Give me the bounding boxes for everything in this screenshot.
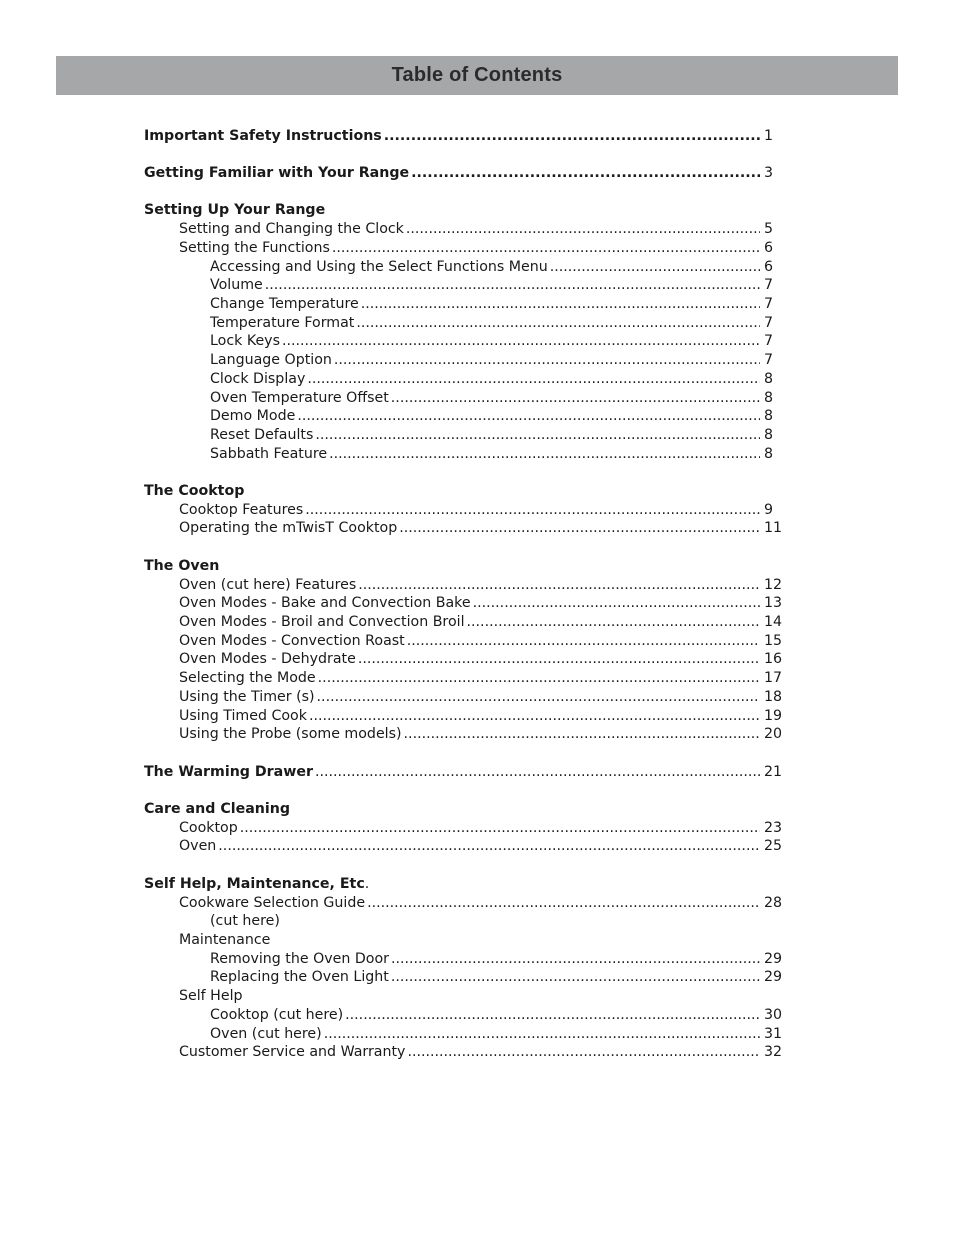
toc-label: Clock Display <box>210 371 306 387</box>
toc-page: 7 <box>764 315 774 331</box>
dot-leader <box>218 837 760 856</box>
toc-entry-timed-cook[interactable] <box>179 707 784 726</box>
toc-label: Using the Probe (some models) <box>179 726 402 742</box>
section-heading-self-help[interactable] <box>144 875 369 894</box>
toc-label: Customer Service and Warranty <box>179 1044 406 1060</box>
toc-label: Oven (cut here) Features <box>179 577 357 593</box>
toc-label: Important Safety Instructions <box>144 128 382 144</box>
dot-leader <box>391 389 760 408</box>
dot-leader <box>467 613 760 632</box>
dot-leader <box>550 258 760 277</box>
toc-page: 7 <box>764 296 774 312</box>
dot-leader <box>367 894 760 913</box>
toc-label: Sabbath Feature <box>210 446 328 462</box>
toc-page: 7 <box>764 277 774 293</box>
dot-leader <box>265 276 760 295</box>
toc-label: Cookware Selection Guide <box>179 895 366 911</box>
dot-leader <box>307 370 760 389</box>
toc-page: 29 <box>764 951 783 967</box>
toc-label: Oven <box>179 838 217 854</box>
toc-label: Operating the mTwisT Cooktop <box>179 520 398 536</box>
toc-page: 7 <box>764 352 774 368</box>
toc-page: 23 <box>764 820 783 836</box>
dot-leader <box>334 351 760 370</box>
toc-entry-select-menu[interactable] <box>210 258 784 277</box>
toc-label: Using the Timer (s) <box>179 689 315 705</box>
dot-leader <box>407 1043 760 1062</box>
toc-entry-familiar[interactable] <box>144 164 784 183</box>
toc-page: 29 <box>764 969 783 985</box>
toc-label: Replacing the Oven Light <box>210 969 389 985</box>
toc-page: 17 <box>764 670 783 686</box>
page-title: Table of Contents <box>391 64 563 86</box>
section-heading-oven[interactable]: The Oven <box>144 558 220 574</box>
toc-page: 14 <box>764 614 783 630</box>
dot-leader <box>356 314 760 333</box>
toc-label: Accessing and Using the Select Functions Menu <box>210 259 548 275</box>
dot-leader <box>297 407 760 426</box>
toc-label: Getting Familiar with Your Range <box>144 165 410 181</box>
toc-page: 11 <box>764 520 783 536</box>
toc-label: Oven Modes - Dehydrate <box>179 651 356 667</box>
toc-entry-self-help-oven[interactable] <box>210 1025 784 1044</box>
toc-label: Cooktop <box>179 820 238 836</box>
toc-page: 1 <box>764 128 774 144</box>
toc-entry-reset-defaults[interactable] <box>210 426 784 445</box>
dot-leader <box>361 295 760 314</box>
toc-entry-care-cooktop[interactable] <box>179 819 784 838</box>
toc-entry-care-oven[interactable] <box>179 837 784 856</box>
toc-entry-broil[interactable] <box>179 613 784 632</box>
dot-leader <box>473 594 760 613</box>
toc-entry-oven-offset[interactable] <box>210 389 784 408</box>
toc-entry-clock-display[interactable] <box>210 370 784 389</box>
toc-page: 8 <box>764 408 774 424</box>
toc-label: Cooktop (cut here) <box>210 1007 344 1023</box>
dot-leader <box>404 725 760 744</box>
toc-label: Using Timed Cook <box>179 708 307 724</box>
toc-entry-change-temperature[interactable] <box>210 295 784 314</box>
dot-leader <box>332 239 760 258</box>
toc-entry-roast[interactable] <box>179 632 784 651</box>
toc-page: 30 <box>764 1007 783 1023</box>
section-heading-period: . <box>364 876 370 892</box>
toc-entry-cooktop-features[interactable] <box>179 501 784 520</box>
toc-label: Volume <box>210 277 263 293</box>
dot-leader <box>317 688 760 707</box>
toc-label: Lock Keys <box>210 333 280 349</box>
dot-leader <box>406 220 760 239</box>
dot-leader <box>358 576 760 595</box>
dot-leader <box>407 632 760 651</box>
toc-page: 3 <box>764 165 774 181</box>
toc-entry-selecting-mode[interactable] <box>179 669 784 688</box>
toc-label: Setting the Functions <box>179 240 330 256</box>
dot-leader <box>309 707 760 726</box>
toc-entry-language[interactable] <box>210 351 784 370</box>
toc-label: Setting and Changing the Clock <box>179 221 404 237</box>
dot-leader <box>315 763 760 782</box>
dot-leader <box>329 445 760 464</box>
toc-page: 8 <box>764 390 774 406</box>
toc-entry-clock[interactable] <box>179 220 784 239</box>
toc-page: 28 <box>764 895 783 911</box>
toc-page: 8 <box>764 446 774 462</box>
toc-note-cut-here: (cut here) <box>210 913 280 929</box>
toc-page: 13 <box>764 595 783 611</box>
toc-entry-dehydrate[interactable] <box>179 650 784 669</box>
section-heading-setup[interactable]: Setting Up Your Range <box>144 202 326 218</box>
dot-leader <box>358 650 760 669</box>
section-heading-care[interactable]: Care and Cleaning <box>144 801 291 817</box>
dot-leader <box>399 519 760 538</box>
toc-entry-oven-light[interactable] <box>210 968 784 987</box>
toc-entry-timer[interactable] <box>179 688 784 707</box>
toc-entry-functions[interactable] <box>179 239 784 258</box>
toc-page: 6 <box>764 240 774 256</box>
toc-page: 16 <box>764 651 783 667</box>
toc-page: 8 <box>764 427 774 443</box>
toc-page: 7 <box>764 333 774 349</box>
toc-page: 9 <box>764 502 774 518</box>
toc-entry-warranty[interactable] <box>179 1043 784 1062</box>
toc-entry-safety[interactable] <box>144 127 784 146</box>
dot-leader <box>391 968 760 987</box>
toc-label: Oven Modes - Bake and Convection Bake <box>179 595 471 611</box>
toc-entry-bake[interactable] <box>179 594 784 613</box>
dot-leader <box>384 127 760 146</box>
toc-label: Temperature Format <box>210 315 355 331</box>
toc-entry-cookware[interactable] <box>179 894 784 913</box>
toc-label: Cooktop Features <box>179 502 304 518</box>
toc-page: 15 <box>764 633 783 649</box>
toc-entry-oven-door[interactable] <box>210 950 784 969</box>
toc-label: Demo Mode <box>210 408 296 424</box>
toc-entry-sabbath[interactable] <box>210 445 784 464</box>
toc-page: 31 <box>764 1026 783 1042</box>
toc-page: 8 <box>764 371 774 387</box>
toc-entry-warming-drawer[interactable] <box>144 763 784 782</box>
toc-label: Removing the Oven Door <box>210 951 389 967</box>
toc-subhead-self-help[interactable]: Self Help <box>179 988 243 1004</box>
toc-label: Oven Modes - Convection Roast <box>179 633 405 649</box>
dot-leader <box>305 501 760 520</box>
dot-leader <box>282 332 760 351</box>
toc-entry-lock-keys[interactable] <box>210 332 784 351</box>
toc-page: 32 <box>764 1044 783 1060</box>
dot-leader <box>240 819 760 838</box>
toc-label: Oven Temperature Offset <box>210 390 389 406</box>
toc-entry-mtwist[interactable] <box>179 519 784 538</box>
toc-entry-volume[interactable] <box>210 276 784 295</box>
toc-subhead-maintenance[interactable]: Maintenance <box>179 932 271 948</box>
toc-page: 21 <box>764 764 783 780</box>
toc-page: 20 <box>764 726 783 742</box>
toc-label: Oven Modes - Broil and Convection Broil <box>179 614 465 630</box>
toc-entry-self-help-cooktop[interactable] <box>210 1006 784 1025</box>
toc-label: Oven (cut here) <box>210 1026 322 1042</box>
dot-leader <box>411 164 760 183</box>
toc-label: Selecting the Mode <box>179 670 316 686</box>
toc-entry-oven-features[interactable] <box>179 576 784 595</box>
toc-entry-demo-mode[interactable] <box>210 407 784 426</box>
toc-page: 12 <box>764 577 783 593</box>
dot-leader <box>391 950 760 969</box>
toc-page: 25 <box>764 838 783 854</box>
toc-label: Language Option <box>210 352 332 368</box>
section-heading-text: Self Help, Maintenance, Etc <box>144 876 365 892</box>
section-heading-cooktop[interactable]: The Cooktop <box>144 483 245 499</box>
dot-leader <box>315 426 760 445</box>
dot-leader <box>318 669 760 688</box>
toc-page: 5 <box>764 221 774 237</box>
dot-leader <box>324 1025 760 1044</box>
toc-page: 6 <box>764 259 774 275</box>
toc-label: Reset Defaults <box>210 427 314 443</box>
toc-page: 19 <box>764 708 783 724</box>
toc-page: 18 <box>764 689 783 705</box>
toc-entry-probe[interactable] <box>179 725 784 744</box>
toc-entry-temperature-format[interactable] <box>210 314 784 333</box>
toc-label: Change Temperature <box>210 296 359 312</box>
dot-leader <box>345 1006 760 1025</box>
toc-label: The Warming Drawer <box>144 764 313 780</box>
